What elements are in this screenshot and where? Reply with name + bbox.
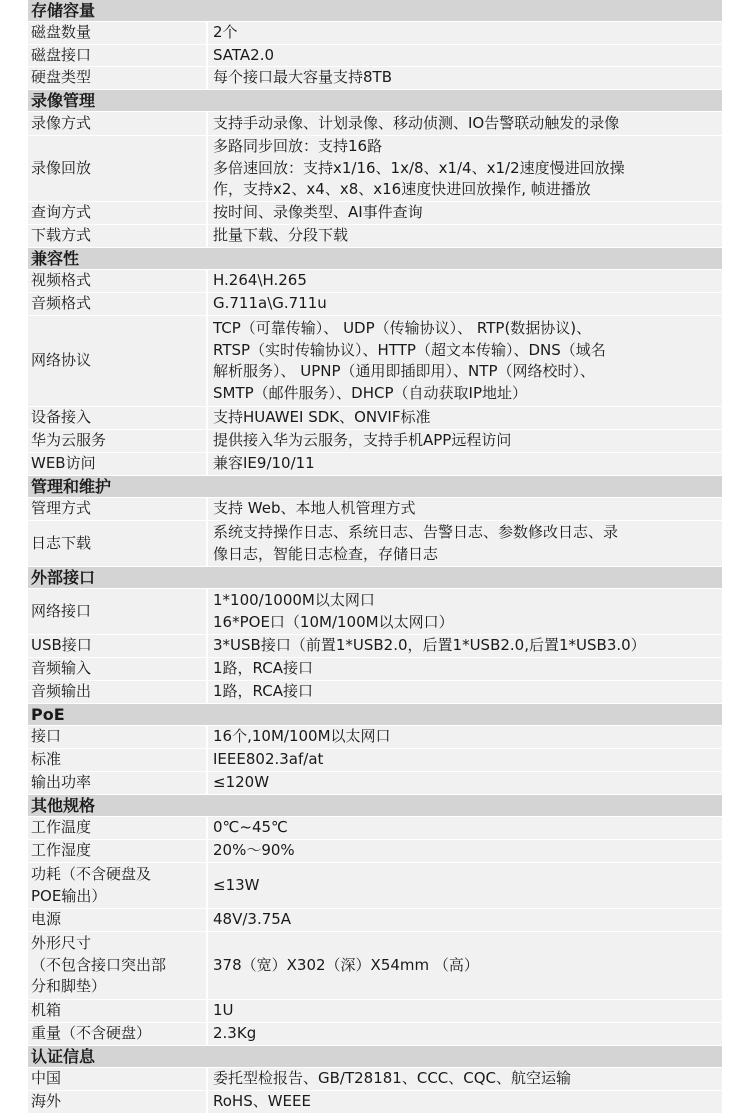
spec-value: TCP（可靠传输）、 UDP（传输协议）、 RTP(数据协议)、 RTSP（实时传输协议）、HTTP（超文本传输）、DNS（域名 解析服务）、 UPNP（通用即插即用）、NTP（网络校时）、 SMTP（邮件服务）、DHCP（自动获取IP地址） <box>213 319 606 402</box>
spec-label: 设备接入 <box>28 407 208 429</box>
spec-label: 磁盘数量 <box>28 22 208 44</box>
spec-value: 1U <box>213 1001 234 1020</box>
spec-label: 录像回放 <box>28 136 208 201</box>
spec-value: SATA2.0 <box>213 45 275 64</box>
spec-label: 接口 <box>28 726 208 748</box>
spec-row <box>28 681 722 704</box>
spec-row <box>28 635 722 658</box>
spec-value: 批量下载、分段下载 <box>213 226 349 245</box>
spec-value: 378（宽）X302（深）X54mm （高） <box>213 955 479 974</box>
spec-label: 音频输出 <box>28 681 208 703</box>
spec-value: 2个 <box>213 23 238 42</box>
spec-value: ≤120W <box>213 773 270 792</box>
spec-row <box>28 909 722 932</box>
spec-row <box>28 749 722 772</box>
spec-label: WEB访问 <box>28 453 208 475</box>
spec-label: 机箱 <box>28 1000 208 1022</box>
section-title-storage: 存储容量 <box>28 0 722 22</box>
spec-label: 硬盘类型 <box>28 67 208 89</box>
spec-label: 中国 <box>28 1068 208 1090</box>
spec-value: 20%～90% <box>213 841 295 860</box>
spec-label: 标准 <box>28 749 208 771</box>
spec-row <box>28 658 722 681</box>
spec-row <box>28 1000 722 1023</box>
spec-label: 网络接口 <box>28 589 208 634</box>
spec-value: G.711a\G.711u <box>213 294 327 313</box>
spec-value: IEEE802.3af/at <box>213 750 324 769</box>
spec-value: 每个接口最大容量支持8TB <box>213 68 392 87</box>
spec-value: 16个,10M/100M以太网口 <box>213 727 391 746</box>
spec-row <box>28 863 722 909</box>
spec-row <box>28 1023 722 1046</box>
spec-label: 工作温度 <box>28 817 208 839</box>
spec-row <box>28 1068 722 1091</box>
spec-label: 功耗（不含硬盘及 POE输出） <box>28 863 208 908</box>
spec-label: 视频格式 <box>28 270 208 292</box>
spec-row <box>28 840 722 863</box>
spec-value: ≤13W <box>213 875 260 894</box>
spec-label: 管理方式 <box>28 498 208 520</box>
spec-label: 音频输入 <box>28 658 208 680</box>
spec-row <box>28 430 722 453</box>
spec-row <box>28 407 722 430</box>
spec-value: 按时间、录像类型、AI事件查询 <box>213 203 423 222</box>
spec-row <box>28 453 722 476</box>
spec-label: 网络协议 <box>28 316 208 406</box>
spec-value: 1路，RCA接口 <box>213 682 313 701</box>
spec-row <box>28 270 722 293</box>
section-title-other-specs: 其他规格 <box>28 795 722 817</box>
spec-label: 下载方式 <box>28 225 208 247</box>
spec-row <box>28 498 722 521</box>
spec-row <box>28 932 722 1000</box>
spec-value: 48V/3.75A <box>213 910 292 929</box>
section-title-management: 管理和维护 <box>28 476 722 498</box>
spec-label: 工作湿度 <box>28 840 208 862</box>
spec-value: RoHS、WEEE <box>213 1092 311 1111</box>
spec-value: 2.3Kg <box>213 1024 257 1043</box>
spec-row <box>28 772 722 795</box>
spec-row <box>28 202 722 225</box>
spec-label: 音频格式 <box>28 293 208 315</box>
spec-value: 委托型检报告、GB/T28181、CCC、CQC、航空运输 <box>213 1069 572 1088</box>
spec-label: 日志下载 <box>28 521 208 566</box>
spec-row <box>28 726 722 749</box>
spec-label: 录像方式 <box>28 112 208 135</box>
spec-sheet <box>28 0 722 1114</box>
spec-row <box>28 521 722 567</box>
spec-row <box>28 316 722 407</box>
spec-value: 多路同步回放：支持16路 多倍速回放：支持x1/16、1x/8、x1/4、x1/2速度慢进回放操 作，支持x2、x4、x8、x16速度快进回放操作, 帧进播放 <box>213 137 625 199</box>
spec-value: 1*100/1000M以太网口 16*POE口（10M/100M以太网口） <box>213 591 454 631</box>
spec-row <box>28 45 722 67</box>
spec-value: 系统支持操作日志、系统日志、告警日志、参数修改日志、录 像日志，智能日志检查，存储日志 <box>213 523 619 563</box>
spec-value: 0℃~45℃ <box>213 818 288 837</box>
spec-row <box>28 589 722 635</box>
spec-value: 支持 Web、本地人机管理方式 <box>213 499 416 518</box>
spec-row <box>28 67 722 90</box>
spec-value: 提供接入华为云服务，支持手机APP远程访问 <box>213 431 512 450</box>
spec-label: 电源 <box>28 909 208 931</box>
spec-label: USB接口 <box>28 635 208 657</box>
spec-label: 海外 <box>28 1091 208 1113</box>
spec-label: 磁盘接口 <box>28 45 208 66</box>
spec-label: 重量（不含硬盘） <box>28 1023 208 1045</box>
spec-label: 外形尺寸 （不包含接口突出部 分和脚垫） <box>28 932 208 999</box>
section-title-interfaces: 外部接口 <box>28 567 722 589</box>
section-title-certification: 认证信息 <box>28 1046 722 1068</box>
spec-row <box>28 1091 722 1114</box>
spec-label: 查询方式 <box>28 202 208 224</box>
spec-row <box>28 22 722 45</box>
spec-row <box>28 225 722 248</box>
spec-row <box>28 112 722 136</box>
section-title-poe: PoE <box>28 704 722 726</box>
spec-value: 支持手动录像、计划录像、移动侦测、IO告警联动触发的录像 <box>213 113 620 132</box>
spec-value: 支持HUAWEI SDK、ONVIF标准 <box>213 408 431 427</box>
spec-row <box>28 136 722 202</box>
section-title-compatibility: 兼容性 <box>28 248 722 270</box>
spec-value: 3*USB接口（前置1*USB2.0，后置1*USB2.0,后置1*USB3.0） <box>213 636 646 655</box>
spec-label: 输出功率 <box>28 772 208 794</box>
spec-row <box>28 817 722 840</box>
section-title-recording: 录像管理 <box>28 90 722 112</box>
spec-value: H.264\H.265 <box>213 271 307 290</box>
spec-value: 兼容IE9/10/11 <box>213 454 315 473</box>
spec-row <box>28 293 722 316</box>
spec-value: 1路，RCA接口 <box>213 659 313 678</box>
spec-label: 华为云服务 <box>28 430 208 452</box>
